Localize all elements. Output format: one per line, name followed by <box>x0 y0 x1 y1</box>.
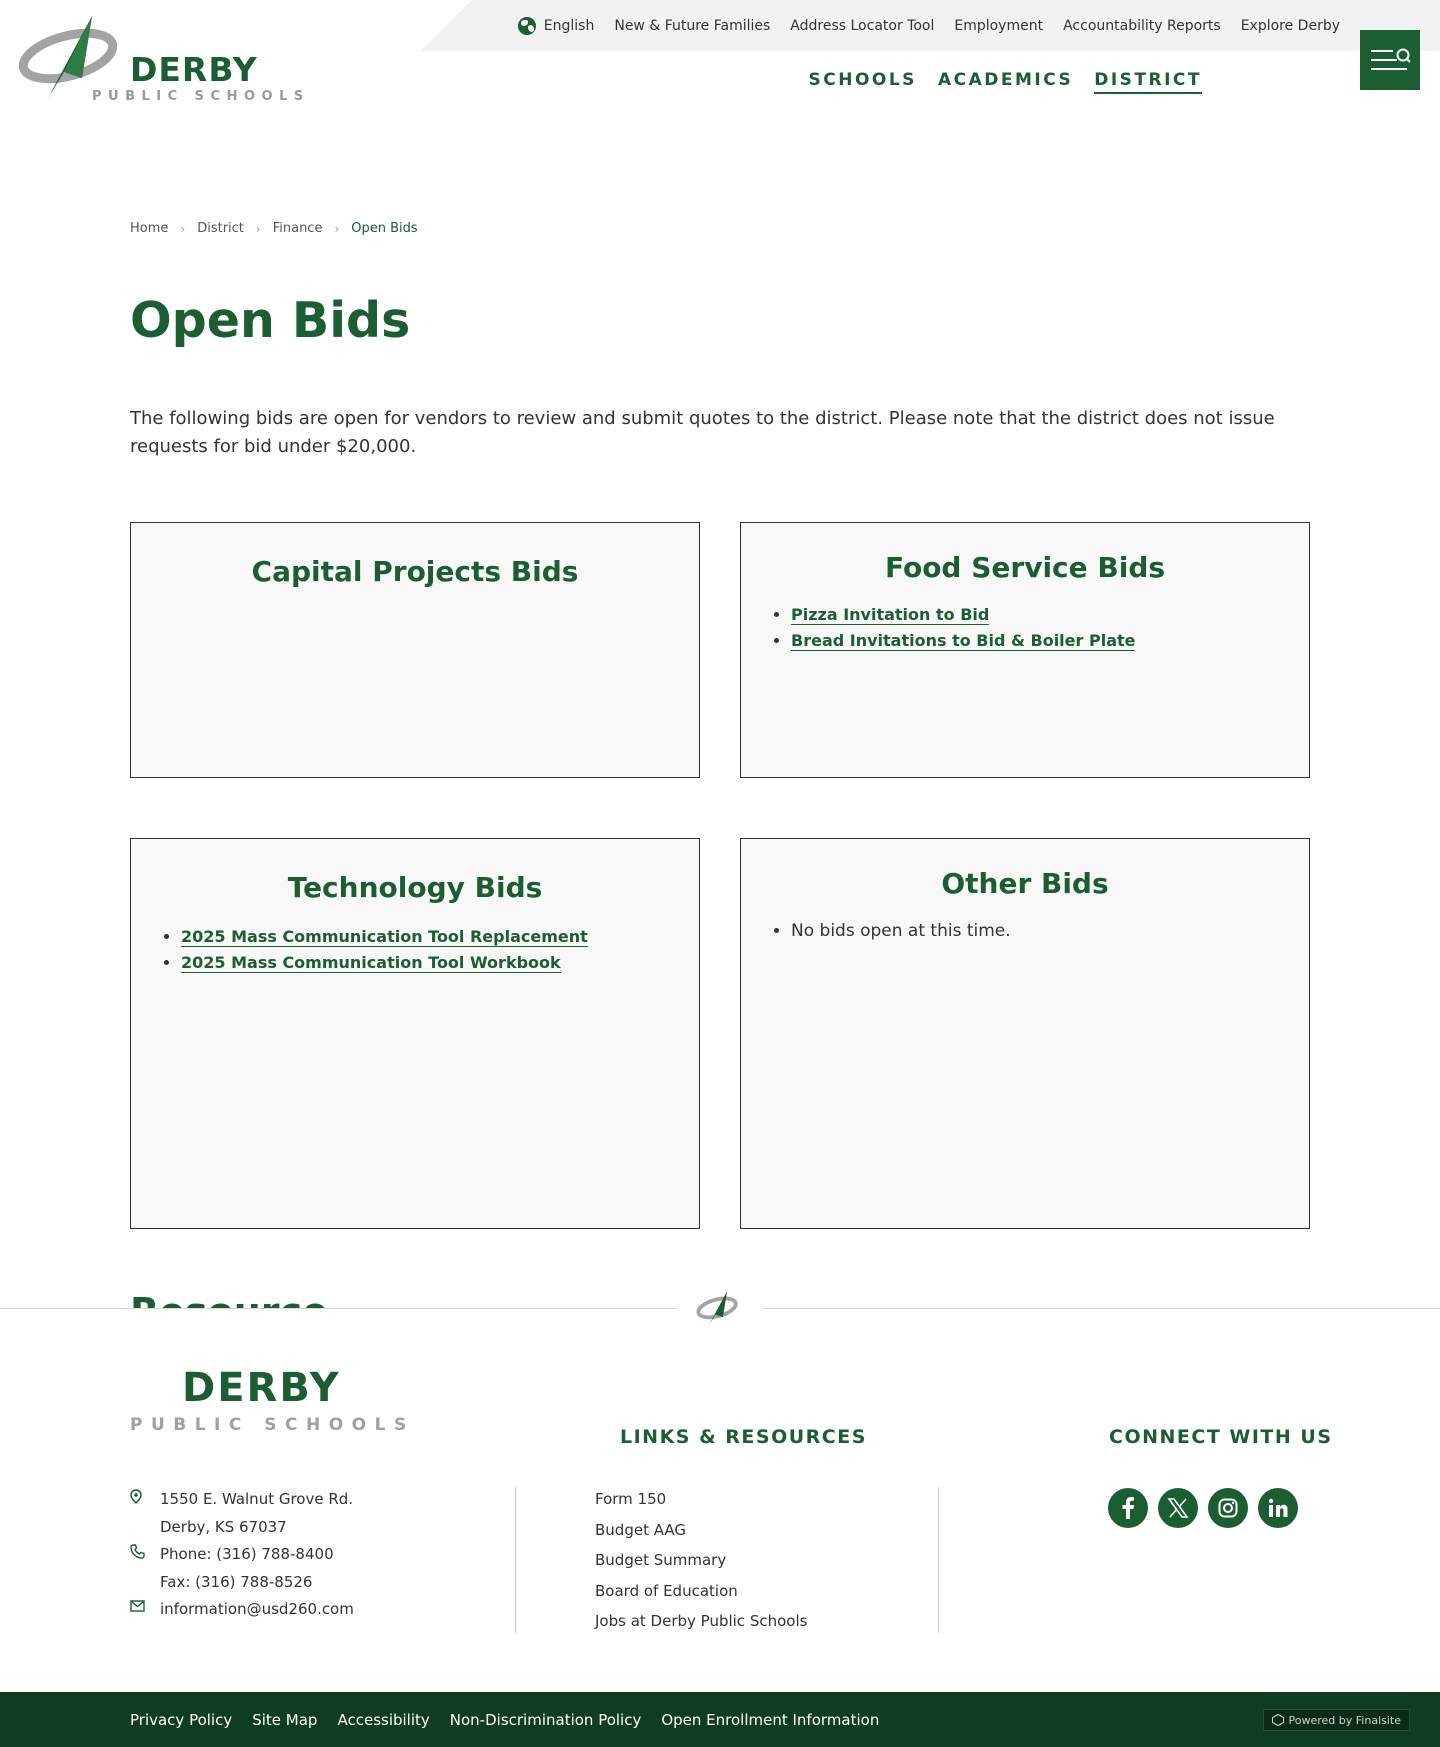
linkedin-icon[interactable] <box>1258 1488 1298 1528</box>
utility-links <box>518 0 1340 51</box>
links-resources-title: LINKS & RESOURCES <box>620 1426 867 1448</box>
site-logo[interactable] <box>20 16 310 106</box>
breadcrumb-district[interactable]: District <box>197 221 244 236</box>
email-link[interactable]: information@usd260.com <box>160 1600 354 1618</box>
map-pin-icon <box>130 1486 160 1506</box>
chevron-right-icon: › <box>334 221 340 236</box>
breadcrumb <box>130 221 418 236</box>
logo-sub: PUBLIC SCHOOLS <box>92 89 310 104</box>
powered-by-finalsite[interactable] <box>1263 1709 1410 1731</box>
utility-link-employment[interactable]: Employment <box>954 17 1044 34</box>
language-label: English <box>543 17 595 34</box>
utility-link-explore[interactable]: Explore Derby <box>1240 17 1340 34</box>
site-header <box>0 0 1440 130</box>
main-nav <box>809 70 1203 94</box>
footer-logo-sub: PUBLIC SCHOOLS <box>130 1415 415 1435</box>
intro-text: The following bids are open for vendors to review and submit quotes to the district. Please note that the district does not issue requests for bid under $20,000. <box>130 408 1275 457</box>
breadcrumb-home[interactable]: Home <box>130 221 169 236</box>
nav-district[interactable]: DISTRICT <box>1094 70 1202 94</box>
footer-emblem <box>676 1285 764 1335</box>
footer-logo-word: DERBY <box>182 1365 341 1411</box>
spacer <box>130 1569 160 1589</box>
footer-link-jobs[interactable]: Jobs at Derby Public Schools <box>595 1612 808 1630</box>
bid-list <box>791 602 1309 654</box>
menu-search-icon <box>1370 47 1410 73</box>
nav-academics[interactable]: ACADEMICS <box>937 70 1074 90</box>
bid-link[interactable]: Pizza Invitation to Bid <box>791 605 990 624</box>
list-item <box>791 602 1309 628</box>
list-item <box>181 950 699 976</box>
resources-heading-peek <box>130 1288 330 1310</box>
legal-links <box>130 1692 879 1747</box>
connect-title: CONNECT WITH US <box>1109 1426 1333 1448</box>
privacy-policy-link[interactable]: Privacy Policy <box>130 1710 233 1729</box>
spacer <box>130 1514 160 1534</box>
phone-link[interactable]: Phone: (316) 788-8400 <box>160 1545 334 1563</box>
utility-link-address-locator[interactable]: Address Locator Tool <box>790 17 935 34</box>
contact-address-row <box>130 1486 354 1514</box>
card-title: Technology Bids <box>287 871 543 904</box>
social-links <box>1108 1488 1298 1528</box>
list-item <box>791 628 1309 654</box>
x-icon[interactable] <box>1158 1488 1198 1528</box>
mail-icon <box>130 1596 160 1616</box>
card-title: Capital Projects Bids <box>251 555 579 588</box>
chevron-right-icon: › <box>180 221 186 236</box>
phone-icon <box>130 1541 160 1561</box>
non-discrimination-link[interactable]: Non-Discrimination Policy <box>449 1710 642 1729</box>
fax-number: Fax: (316) 788-8526 <box>160 1572 313 1591</box>
finalsite-logo-icon <box>1272 1714 1284 1726</box>
address-line-1: 1550 E. Walnut Grove Rd. <box>160 1490 354 1508</box>
footer-contact <box>130 1486 354 1624</box>
page-title: Open Bids <box>130 292 411 349</box>
bid-list <box>791 918 1309 944</box>
footer-link-budget-aag[interactable]: Budget AAG <box>595 1520 687 1539</box>
site-map-link[interactable]: Site Map <box>252 1710 318 1729</box>
open-enrollment-link[interactable]: Open Enrollment Information <box>661 1710 880 1729</box>
footer-links <box>595 1486 807 1639</box>
contact-address-row-2 <box>130 1514 354 1542</box>
footer-column-divider <box>938 1487 939 1633</box>
utility-link-accountability[interactable]: Accountability Reports <box>1063 17 1221 34</box>
accessibility-link[interactable]: Accessibility <box>337 1710 430 1729</box>
breadcrumb-current: Open Bids <box>351 221 418 236</box>
contact-phone-row <box>130 1541 354 1569</box>
utility-link-new-families[interactable]: New & Future Families <box>614 17 771 34</box>
footer-column-divider <box>515 1487 516 1633</box>
instagram-icon[interactable] <box>1208 1488 1248 1528</box>
derby-swoosh-icon <box>697 1290 743 1330</box>
list-item <box>181 924 699 950</box>
facebook-icon[interactable] <box>1108 1488 1148 1528</box>
list-item <box>791 918 1309 944</box>
powered-by-text: Powered by Finalsite <box>1288 1713 1401 1727</box>
contact-email-row <box>130 1596 354 1624</box>
nav-schools[interactable]: SCHOOLS <box>808 70 917 90</box>
bid-link[interactable]: 2025 Mass Communication Tool Workbook <box>181 953 561 972</box>
breadcrumb-finance[interactable]: Finance <box>272 221 323 236</box>
card-capital-projects <box>130 522 700 778</box>
globe-icon <box>518 17 536 35</box>
language-selector[interactable] <box>518 17 595 35</box>
contact-fax-row <box>130 1569 354 1597</box>
footer-bottom-bar <box>0 1692 1440 1747</box>
card-title: Other Bids <box>941 867 1109 900</box>
chevron-right-icon: › <box>255 221 261 236</box>
card-technology <box>130 838 700 1229</box>
menu-search-button[interactable] <box>1360 30 1420 90</box>
bid-link[interactable]: Bread Invitations to Bid & Boiler Plate <box>791 631 1136 650</box>
footer-link-form-150[interactable]: Form 150 <box>595 1490 667 1508</box>
logo-word: DERBY <box>130 50 258 89</box>
card-food-service <box>740 522 1310 778</box>
card-other <box>740 838 1310 1229</box>
bid-list <box>181 924 699 976</box>
card-title: Food Service Bids <box>884 551 1166 584</box>
bid-link[interactable]: 2025 Mass Communication Tool Replacement <box>181 927 588 946</box>
footer-link-budget-summary[interactable]: Budget Summary <box>595 1551 727 1569</box>
footer-link-board-of-education[interactable]: Board of Education <box>595 1581 738 1600</box>
address-line-2: Derby, KS 67037 <box>160 1517 287 1536</box>
no-bids-text: No bids open at this time. <box>791 921 1011 941</box>
